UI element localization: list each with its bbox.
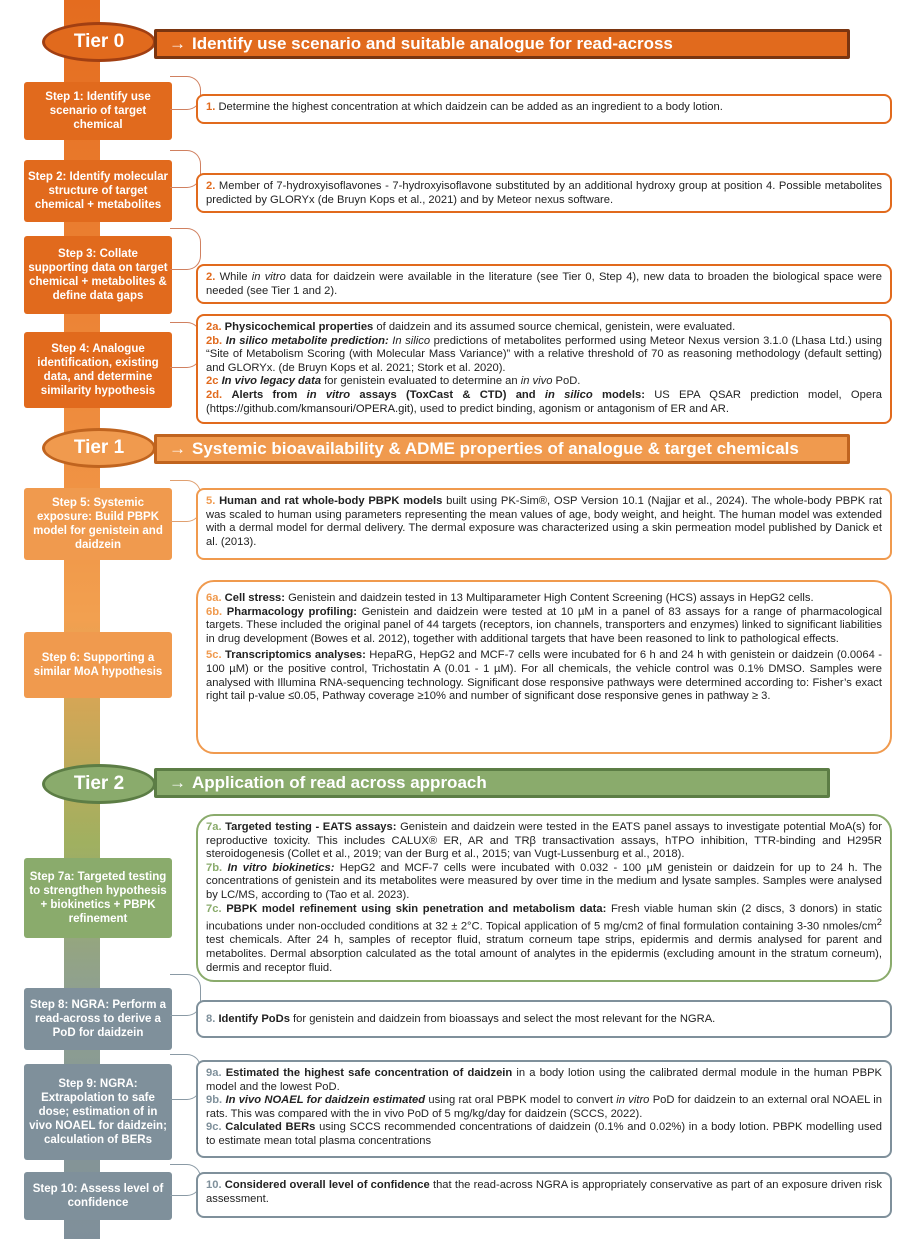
item-heading: Alerts from [231, 388, 307, 401]
item-heading: Cell stress: [224, 592, 285, 604]
item-text: using SCCS recommended concentrations of daidzein (0.1% and 0.02%) in a body lotion. PBPK modelling used to estimate mean total plasma concentrations [206, 1121, 883, 1147]
item-number: 5. [206, 495, 216, 507]
arrow-icon: → [169, 439, 186, 458]
item-number: 2a. [206, 321, 222, 333]
item-text: for genistein and daidzein from bioassays and select the most relevant for the NGRA. [289, 1013, 716, 1025]
item-number: 5c. [206, 649, 222, 662]
step-6: Step 6: Supporting a similar MoA hypothesis [24, 632, 172, 698]
item-heading: PBPK model refinement using skin penetration and metabolism data: [226, 902, 607, 915]
tier-2-title: Application of read across approach [192, 773, 487, 792]
tier-2-banner [154, 768, 830, 798]
item-text: Determine the highest concentration at which daidzein can be added as an ingredient to a body lotion. [218, 101, 723, 113]
item-number: 7c. [206, 902, 222, 915]
item-heading: Pharmacology profiling: [226, 605, 357, 618]
item-text: Fresh viable human skin (2 discs, 3 donors) in static incubations under non-occluded conditions at 32 ± 2°C. Topical application of 5 mg/cm2 of final formulation containing 3-30 nmoles/cm [206, 902, 883, 933]
item-number: 7a. [206, 821, 222, 833]
box-step-3 [196, 264, 892, 304]
tier-0-oval: Tier 0 [42, 22, 156, 62]
tier-1-oval: Tier 1 [42, 428, 156, 468]
item-text: using rat oral PBPK model to convert [425, 1094, 617, 1107]
tier-1-banner [154, 434, 850, 464]
step-9: Step 9: NGRA: Extrapolation to safe dose; estimation of in vivo NOAEL for daidzein; calculation of BERs [24, 1064, 172, 1160]
item-number: 9c. [206, 1121, 222, 1134]
item-emphasis: in silico [544, 388, 593, 401]
item-heading: Targeted testing - EATS assays: [225, 821, 397, 833]
item-text: predictions of metabolites performed using Meteor Nexus version 3.1.0 (Lhasa Ltd.) using “Site of Metabolism Scoring (with Molecular Mass Variance)” with a relative threshold of 70 as reasoning methodology (default setting) and GLORYx. (de Bruyn Kops et al. 2021; Stork et al. 2020). [206, 334, 882, 374]
item-number: 9b. [206, 1094, 223, 1107]
item-number: 6a. [206, 592, 222, 604]
tier-0-title: Identify use scenario and suitable analogue for read-across [192, 34, 673, 53]
item-text: for genistein evaluated to determine an [321, 375, 521, 388]
item-emphasis: in vitro [616, 1094, 650, 1107]
tier-1-title: Systemic bioavailability & ADME properties of analogue & target chemicals [192, 439, 799, 458]
box-step-7 [196, 814, 892, 982]
item-number: 2d. [206, 388, 223, 401]
item-heading: In vivo NOAEL for daidzein estimated [225, 1094, 426, 1107]
arrow-icon: → [169, 34, 186, 53]
item-number: 2c [206, 375, 219, 388]
item-text: PoD. [552, 375, 581, 388]
step-7a: Step 7a: Targeted testing to strengthen hypothesis + biokinetics + PBPK refinement [24, 858, 172, 938]
item-text: US EPA QSAR prediction model, Opera ( [206, 388, 883, 415]
item-heading: models: [592, 388, 645, 401]
item-number: 9a. [206, 1067, 222, 1079]
step-5: Step 5: Systemic exposure: Build PBPK model for genistein and daidzein [24, 488, 172, 560]
item-emphasis: in vitro [306, 388, 351, 401]
item-text: of daidzein and its assumed source chemical, genistein, were evaluated. [373, 321, 736, 333]
box-step-10 [196, 1172, 892, 1218]
item-number: 2. [206, 180, 216, 192]
item-text: HepG2 and MCF-7 cells were incubated with 0.032 - 100 µM genistein or daidzein for up to 24 h. The concentrations of genistein and its metabolites were measured by over time in the medium and lysate samples. Samples were analysed by LC/MS, according to (Tao et al. 2023). [206, 861, 882, 901]
step-10: Step 10: Assess level of confidence [24, 1172, 172, 1220]
item-number: 8. [206, 1013, 216, 1025]
superscript: 2 [876, 917, 882, 928]
item-number: 1. [206, 101, 216, 113]
box-step-5 [196, 488, 892, 560]
box-step-9 [196, 1060, 892, 1158]
item-text: PoD for daidzein to an external oral NOAEL in rats. This was compared with the in vivo PoD of 5 mg/kg/day for daidzein (SCCS, 2022). [206, 1094, 882, 1120]
item-emphasis: in vivo [520, 375, 553, 388]
item-text: Genistein and daidzein tested in 13 Multiparameter High Content Screening (HCS) assays in HepG2 cells. [285, 592, 814, 604]
tier-2-oval: Tier 2 [42, 764, 156, 804]
tier-0-banner [154, 29, 850, 59]
item-number: 6b. [206, 605, 223, 618]
item-text: Member of 7-hydroxyisoflavones - 7-hydroxyisoflavone substituted by an additional hydroxy group at position 4. Possible metabolites predicted by GLORYx (de Bruyn Kops et al., 2021) and by Meteor nexus software. [206, 180, 882, 206]
step-2: Step 2: Identify molecular structure of target chemical + metabolites [24, 160, 172, 222]
item-heading: Transcriptomics analyses: [225, 649, 366, 662]
step-8: Step 8: NGRA: Perform a read-across to derive a PoD for daidzein [24, 988, 172, 1050]
item-emphasis: In silico [392, 334, 431, 347]
connector [170, 228, 201, 270]
step-3: Step 3: Collate supporting data on target chemical + metabolites & define data gaps [24, 236, 172, 314]
item-heading: Identify PoDs [218, 1013, 290, 1025]
opera-link[interactable]: https://github.com/kmansouri/OPERA.git [209, 402, 410, 415]
step-4: Step 4: Analogue identification, existing data, and determine similarity hypothesis [24, 332, 172, 408]
item-text: built using PK-Sim®, OSP Version 10.1 (Najjar et al., 2024). The whole-body PBPK rat was scaled to human using parameters representing the mean values of age, body weight, and height. The human model was extended with a dermal model for dermal delivery. The dermal exposure was characterized using a skin permeation model published by Danick et al. (2013). [206, 495, 882, 548]
box-step-6 [196, 580, 892, 754]
item-heading: Human and rat whole-body PBPK models [219, 495, 443, 507]
box-step-4 [196, 314, 892, 424]
item-heading: Considered overall level of confidence [224, 1179, 430, 1191]
box-step-2 [196, 173, 892, 213]
item-number: 2b. [206, 334, 223, 347]
box-step-1 [196, 94, 892, 124]
item-emphasis: in vitro [251, 271, 286, 283]
item-heading: In vitro biokinetics: [227, 861, 335, 874]
item-text: HepaRG, HepG2 and MCF-7 cells were incubated for 6 h and 24 h with genistein or daidzein (0.0064 - 100 µM) or the positive control, Trichostatin A (0.01 - 1 µM). For all chemicals, the vehicle control was 0.1% DMSO. Samples were analysed with Illumina RNA-sequencing technology. Significant dose responsive pathways were determined according to: Fisher’s exact right tail p-value ≤0.05, Pathway coverage ≥10% and number of significant dose responsive genes in pathway ≥ 3. [206, 649, 882, 703]
item-text: in a body lotion using the calibrated dermal module in the human PBPK model and the lowest PoD. [206, 1067, 882, 1093]
item-number: 10. [206, 1179, 222, 1191]
item-heading: Estimated the highest safe concentration of daidzein [225, 1067, 513, 1079]
item-number: 7b. [206, 861, 223, 874]
item-text: test chemicals. After 24 h, samples of receptor fluid, stratum corneum tape strips, epidermis and dermis analysed for parent and metabolites. Dermal absorption calculated as the total amount of analytes in the epidermis (excluding amount in the stratum corneum), dermis and receptor fluid. [206, 934, 882, 974]
item-heading: In silico metabolite prediction: [225, 334, 389, 347]
item-text: that the read-across NGRA is appropriately conservative as part of an exposure driven risk assessment. [206, 1179, 883, 1205]
item-number: 2. [206, 271, 216, 283]
item-heading: In vivo legacy data [221, 375, 322, 388]
box-step-8 [196, 1000, 892, 1038]
item-text: While [219, 271, 252, 283]
item-text: data for daidzein were available in the literature (see Tier 0, Step 4), new data to broaden the biological space were needed (see Tier 1 and 2). [206, 271, 883, 297]
item-text: ), used to predict binding, agonism or antagonism of ER and AR. [409, 402, 729, 415]
arrow-icon: → [169, 773, 186, 792]
item-heading: Calculated BERs [225, 1121, 316, 1134]
item-heading: assays (ToxCast & CTD) and [350, 388, 545, 401]
item-heading: Physicochemical properties [224, 321, 374, 333]
step-1: Step 1: Identify use scenario of target chemical [24, 82, 172, 140]
item-text: Genistein and daidzein were tested at 10 µM in a panel of 83 assays for a range of pharmacological targets. These included the original panel of 44 targets (receptors, ion channels, transporters and enzymes) linked to significant liabilities in drug development (Bowes et al. 2012), together with additional targets that have been reasoned to link to pathological effects. [206, 605, 883, 645]
item-text: Genistein and daidzein were tested in the EATS panel assays to investigate potential MoA(s) for reproductive toxicity. This includes CALUX® ER, AR and TRβ transactivation assays, hTPO inhibition, TTR-binding and H295R steroidogenesis (Collet et al., 2019; van der Burg et al., 2015; van Vugt-Lussenburg et al., 2018). [206, 821, 882, 861]
